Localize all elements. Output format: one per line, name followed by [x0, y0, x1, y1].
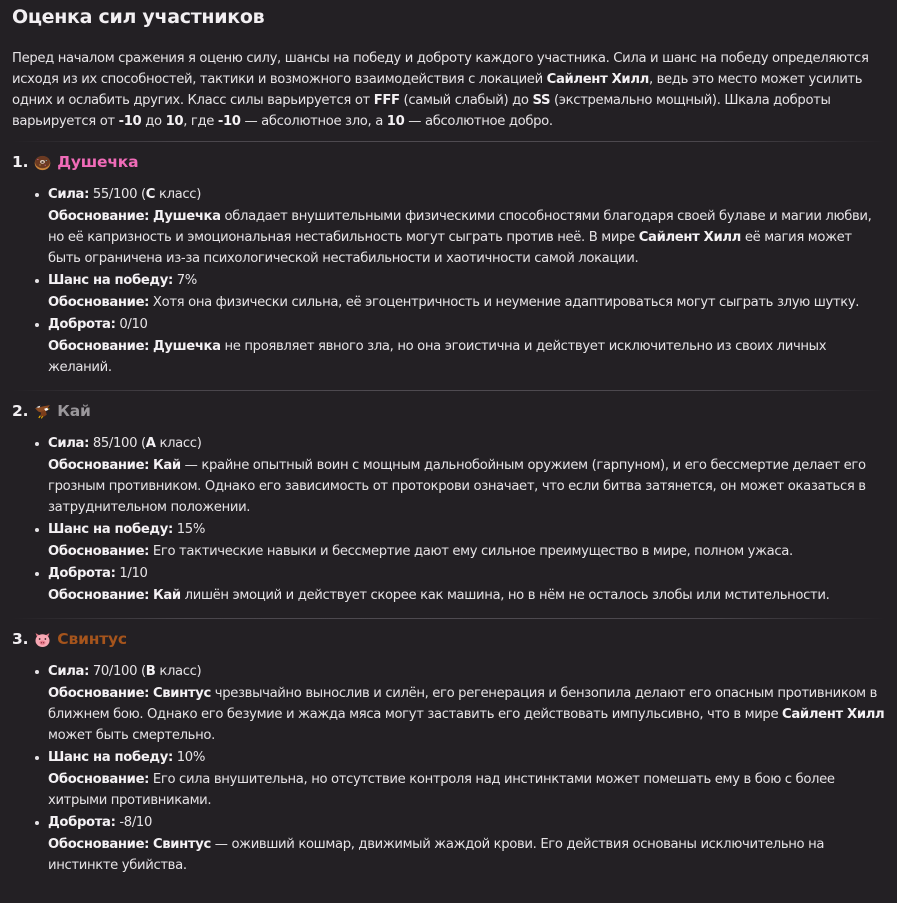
reason-text — [48, 292, 885, 313]
stat-label: Шанс на победу: — [48, 273, 173, 288]
stat-label: Доброта: — [48, 566, 116, 581]
intro-text: — абсолютное добро. — [404, 114, 553, 129]
character-number: 1. — [12, 153, 29, 171]
stat-value: 85/100 ( — [89, 436, 146, 451]
reason-label: Обоснование: — [48, 339, 150, 354]
reason-bold: Душечка — [152, 209, 221, 224]
stat-value: -8/10 — [115, 815, 152, 830]
character-number: 2. — [12, 402, 29, 420]
stat-value: класс) — [155, 436, 202, 451]
stat-label: Доброта: — [48, 815, 116, 830]
stat-win-chance — [48, 270, 885, 313]
stat-value: класс) — [155, 187, 201, 202]
reason-bold: Свинтус — [152, 686, 211, 701]
stat-strength — [48, 184, 885, 269]
stat-strength — [48, 661, 885, 746]
intro-paragraph — [12, 48, 885, 132]
character-name: Кай — [57, 402, 91, 420]
intro-bold: 10 — [386, 114, 405, 129]
reason-label: Обоснование: — [48, 209, 150, 224]
reason-text — [48, 834, 885, 876]
intro-bold: SS — [532, 93, 551, 108]
stat-value: 15% — [172, 522, 206, 537]
stat-label: Сила: — [48, 664, 89, 679]
stat-label: Сила: — [48, 187, 89, 202]
reason-bold: Кай — [152, 458, 181, 473]
stat-kindness — [48, 812, 885, 876]
reason-body: чрезвычайно вынослив и силён, его регенерация и бензопила делают его опасным противником в ближнем бою. Однако его безумие и жажда мяса могут заставить его действовать импульсивно, что в мире — [48, 686, 878, 722]
reason-text — [48, 455, 885, 518]
reason-text — [48, 769, 885, 811]
strength-class: A — [145, 436, 156, 451]
stat-label: Сила: — [48, 436, 89, 451]
character-stats — [12, 433, 885, 606]
reason-bold: Душечка — [152, 339, 221, 354]
stat-label: Шанс на победу: — [48, 522, 173, 537]
intro-text: (самый слабый) до — [399, 93, 533, 108]
reason-body: Его тактические навыки и бессмертие дают ему сильное преимущество в мире, полном ужаса. — [149, 544, 793, 559]
intro-bold: Сайлент Хилл — [546, 72, 649, 87]
page-title: Оценка сил участников — [12, 6, 265, 28]
stat-value: 1/10 — [115, 566, 148, 581]
stat-value: 0/10 — [115, 317, 148, 332]
character-heading — [12, 399, 885, 423]
intro-text: — абсолютное зло, а — [240, 114, 387, 129]
reason-body: Хотя она физически сильна, её эгоцентричность и неумение адаптироваться могут сыграть злую шутку. — [149, 295, 860, 310]
intro-bold: -10 — [217, 114, 241, 129]
strength-class: B — [145, 664, 156, 679]
reason-bold: Свинтус — [152, 837, 211, 852]
reason-text — [48, 683, 885, 746]
reason-label: Обоснование: — [48, 295, 150, 310]
character-section — [12, 627, 885, 876]
strength-class: C — [145, 187, 156, 202]
reason-label: Обоснование: — [48, 588, 150, 603]
character-name: Душечка — [57, 153, 139, 171]
intro-text: (экстремально мощный). Шкала доброты варьируется от — [12, 93, 831, 129]
reason-label: Обоснование: — [48, 686, 150, 701]
intro-bold: FFF — [373, 93, 400, 108]
intro-bold: -10 — [118, 114, 142, 129]
intro-text: , ведь это место может усилить одних и ослабить других. Класс силы варьируется от — [12, 72, 863, 108]
stat-value: 55/100 ( — [89, 187, 146, 202]
reason-text — [48, 206, 885, 269]
stat-win-chance — [48, 519, 885, 562]
reason-bold: Сайлент Хилл — [782, 707, 885, 722]
reason-bold: Кай — [152, 588, 181, 603]
reason-label: Обоснование: — [48, 544, 150, 559]
intro-text: до — [141, 114, 166, 129]
reason-text — [48, 585, 885, 606]
stat-kindness — [48, 314, 885, 378]
stat-value: 7% — [172, 273, 197, 288]
stat-kindness — [48, 563, 885, 606]
reason-body: её магия может быть ограничена из-за психологической нестабильности и хаотичности самой локации. — [48, 230, 852, 266]
character-heading — [12, 627, 885, 651]
stat-label: Шанс на победу: — [48, 750, 173, 765]
eagle-icon — [34, 403, 51, 420]
donut-icon — [34, 154, 51, 171]
reason-body: — оживший кошмар, движимый жаждой крови. Его действия основаны исключительно на инстинкте убийства. — [48, 837, 825, 873]
character-heading — [12, 150, 885, 174]
stat-win-chance — [48, 747, 885, 811]
divider — [12, 390, 885, 391]
reason-body: не проявляет явного зла, но она эгоистична и действует исключительно из своих личных желаний. — [48, 339, 827, 375]
reason-label: Обоснование: — [48, 458, 150, 473]
character-number: 3. — [12, 630, 29, 648]
stat-value: 10% — [172, 750, 206, 765]
character-stats — [12, 661, 885, 876]
reason-bold: Сайлент Хилл — [638, 230, 741, 245]
character-section — [12, 399, 885, 606]
stat-value: 70/100 ( — [89, 664, 146, 679]
character-name: Свинтус — [57, 630, 127, 648]
intro-text: , где — [183, 114, 218, 129]
reason-label: Обоснование: — [48, 772, 150, 787]
stat-label: Доброта: — [48, 317, 116, 332]
reason-label: Обоснование: — [48, 837, 150, 852]
pig-face-icon — [34, 631, 51, 648]
stat-strength — [48, 433, 885, 518]
divider — [12, 141, 885, 142]
reason-text — [48, 541, 885, 562]
reason-text — [48, 336, 885, 378]
reason-body: лишён эмоций и действует скорее как машина, но в нём не осталось злобы или мстительности. — [180, 588, 830, 603]
reason-body: может быть смертельно. — [48, 728, 215, 743]
divider — [12, 618, 885, 619]
reason-body: — крайне опытный воин с мощным дальнобойным оружием (гарпуном), и его бессмертие делает его грозным противником. Однако его зависимость от протокрови означает, что если битва затянется, он может оказаться в затруднительном положении. — [48, 458, 866, 515]
character-section — [12, 150, 885, 378]
stat-value: класс) — [155, 664, 202, 679]
reason-body: Его сила внушительна, но отсутствие контроля над инстинктами может помешать ему в бою с более хитрыми противниками. — [48, 772, 835, 808]
character-stats — [12, 184, 885, 378]
intro-text: Перед началом сражения я оценю силу, шансы на победу и доброту каждого участника. Сила и шанс на победу определяются исходя из их способностей, тактики и возможного взаимодействия с локацией — [12, 51, 869, 87]
reason-body: обладает внушительными физическими способностями благодаря своей булаве и магии любви, но её капризность и эмоциональная нестабильность могут сыграть против неё. В мире — [48, 209, 872, 245]
intro-bold: 10 — [165, 114, 184, 129]
